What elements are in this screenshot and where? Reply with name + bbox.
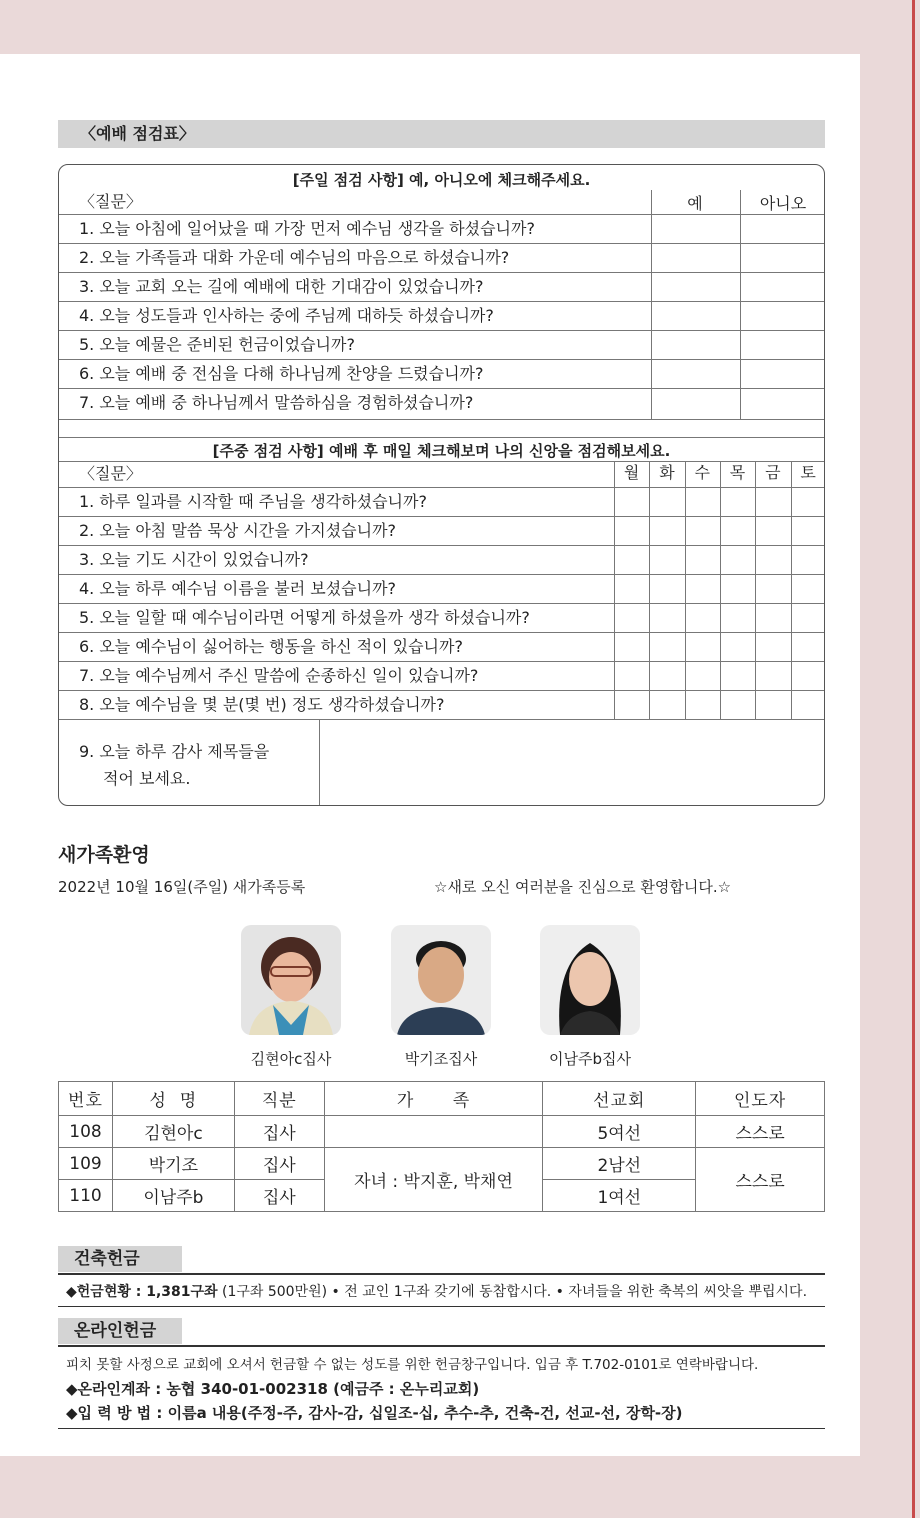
day-label: 수 bbox=[694, 463, 710, 482]
building-status bbox=[66, 1281, 807, 1301]
online-offering-tag: 온라인헌금 bbox=[58, 1318, 182, 1344]
building-offering-tag: 건축헌금 bbox=[58, 1246, 182, 1272]
table-row bbox=[59, 1148, 825, 1180]
sunday-question-row bbox=[59, 330, 824, 359]
member-photo-2 bbox=[391, 925, 491, 1035]
member-photo-1 bbox=[241, 925, 341, 1035]
question-text: 3. 오늘 기도 시간이 있었습니까? bbox=[79, 550, 309, 569]
question-text: 1. 하루 일과를 시작할 때 주님을 생각하셨습니까? bbox=[79, 492, 427, 511]
question-text: 5. 오늘 일할 때 예수님이라면 어떻게 하셨을까 생각 하셨습니까? bbox=[79, 608, 530, 627]
day-label: 월 bbox=[623, 463, 640, 482]
cell-title: 집사 bbox=[234, 1180, 324, 1212]
weekday-question-row bbox=[59, 690, 824, 719]
online-account: ◆온라인계좌 : 농협 340-01-002318 (예금주 : 온누리교회) bbox=[66, 1380, 480, 1398]
sunday-question-row bbox=[59, 359, 824, 388]
photo-name-2: 박기조집사 bbox=[404, 1050, 478, 1068]
yes-column-label: 예 bbox=[687, 194, 703, 213]
member-photo-3 bbox=[540, 925, 640, 1035]
table-row bbox=[59, 1116, 825, 1148]
cell-no: 110 bbox=[59, 1180, 113, 1212]
weekday-question-row bbox=[59, 603, 824, 632]
building-rule-top bbox=[58, 1273, 825, 1275]
question-text: 8. 오늘 예수님을 몇 분(몇 번) 정도 생각하셨습니까? bbox=[79, 695, 445, 714]
question-text: 6. 오늘 예수님이 싫어하는 행동을 하신 적이 있습니까? bbox=[79, 637, 463, 656]
question-text: 4. 오늘 하루 예수님 이름을 불러 보셨습니까? bbox=[79, 579, 397, 598]
building-status-text: (1구좌 500만원) • 전 교인 1구좌 갖기에 동참합시다. • 자녀들을 위한 축복의 씨앗을 뿌립시다. bbox=[217, 1284, 808, 1300]
right-edge-rule bbox=[912, 0, 915, 1518]
weekday-question-row bbox=[59, 632, 824, 661]
cell-title: 집사 bbox=[234, 1116, 324, 1148]
welcome-message: ☆새로 오신 여러분을 진심으로 환영합니다.☆ bbox=[434, 878, 732, 896]
col-header: 인도자 bbox=[696, 1082, 825, 1116]
cell-guide-merged: 스스로 bbox=[696, 1148, 825, 1212]
female-silhouette-icon bbox=[241, 925, 341, 1035]
day-label: 금 bbox=[765, 463, 781, 482]
male-silhouette-icon bbox=[391, 925, 491, 1035]
q9-divider bbox=[319, 719, 320, 806]
new-family-table bbox=[58, 1081, 825, 1212]
sunday-question-row bbox=[59, 388, 824, 417]
checklist-title-bar: 〈예배 점검표〉 bbox=[58, 120, 825, 148]
female-silhouette-icon bbox=[540, 925, 640, 1035]
day-col-divider bbox=[755, 461, 756, 719]
weekday-question-row bbox=[59, 661, 824, 690]
no-column-label: 아니오 bbox=[759, 194, 807, 213]
online-rule-bottom bbox=[58, 1428, 825, 1429]
building-rule-bottom bbox=[58, 1306, 825, 1307]
question-text: 3. 오늘 교회 오는 길에 예배에 대한 기대감이 있었습니까? bbox=[79, 277, 484, 296]
worship-checklist bbox=[58, 164, 825, 806]
cell-name: 이남주b bbox=[112, 1180, 234, 1212]
photo-name-3: 이남주b집사 bbox=[549, 1050, 631, 1068]
online-input-method: ◆입 력 방 법 : 이름a 내용(주정-주, 감사-감, 십일조-십, 추수-추, 건축-건, 선교-선, 장학-장) bbox=[66, 1404, 683, 1422]
day-label: 화 bbox=[659, 463, 675, 482]
col-header: 직분 bbox=[234, 1082, 324, 1116]
cell-no: 108 bbox=[59, 1116, 113, 1148]
cell-mission: 1여선 bbox=[543, 1180, 696, 1212]
cell-mission: 2남선 bbox=[543, 1148, 696, 1180]
q9-row bbox=[59, 719, 824, 806]
cell-mission: 5여선 bbox=[543, 1116, 696, 1148]
sunday-question-row bbox=[59, 301, 824, 330]
question-text: 1. 오늘 아침에 일어났을 때 가장 먼저 예수님 생각을 하셨습니까? bbox=[79, 219, 535, 238]
weekday-question-row bbox=[59, 574, 824, 603]
cell-no: 109 bbox=[59, 1148, 113, 1180]
col-header: 가 족 bbox=[324, 1082, 543, 1116]
col-header: 선교회 bbox=[543, 1082, 696, 1116]
question-text: 5. 오늘 예물은 준비된 헌금이었습니까? bbox=[79, 335, 355, 354]
question-text: 2. 오늘 가족들과 대화 가운데 예수님의 마음으로 하셨습니까? bbox=[79, 248, 510, 267]
day-label: 목 bbox=[729, 463, 746, 482]
no-col-divider bbox=[740, 190, 741, 419]
section-gap bbox=[59, 419, 824, 437]
registration-date: 2022년 10월 16일(주일) 새가족등록 bbox=[58, 878, 306, 896]
day-col-divider bbox=[649, 461, 650, 719]
day-label: 토 bbox=[800, 463, 816, 482]
day-col-divider bbox=[685, 461, 686, 719]
q9-line1: 9. 오늘 하루 감사 제목들을 bbox=[79, 742, 270, 761]
question-label: 〈질문〉 bbox=[79, 464, 142, 483]
weekday-question-row bbox=[59, 516, 824, 545]
new-family-heading: 새가족환영 bbox=[58, 844, 150, 866]
cell-family bbox=[324, 1116, 543, 1148]
cell-name: 김현아c bbox=[112, 1116, 234, 1148]
day-col-divider bbox=[614, 461, 615, 719]
table-header-row bbox=[59, 1082, 825, 1116]
cell-name: 박기조 bbox=[112, 1148, 234, 1180]
yes-col-divider bbox=[651, 190, 652, 419]
sunday-question-row bbox=[59, 214, 824, 243]
building-status-label: ◆헌금현황 : 1,381구좌 bbox=[66, 1284, 218, 1300]
online-rule-top bbox=[58, 1345, 825, 1347]
cell-title: 집사 bbox=[234, 1148, 324, 1180]
sunday-question-row bbox=[59, 243, 824, 272]
photo-name-1: 김현아c집사 bbox=[250, 1050, 332, 1068]
cell-family-merged: 자녀 : 박지훈, 박채연 bbox=[324, 1148, 543, 1212]
question-text: 2. 오늘 아침 말씀 묵상 시간을 가지셨습니까? bbox=[79, 521, 397, 540]
col-header: 성 명 bbox=[112, 1082, 234, 1116]
weekday-question-row bbox=[59, 487, 824, 516]
sunday-question-row bbox=[59, 272, 824, 301]
weekday-question-row bbox=[59, 545, 824, 574]
online-notice: 피치 못할 사정으로 교회에 오셔서 헌금할 수 없는 성도를 위한 헌금창구입니다. 입금 후 T.702-0101로 연락바랍니다. bbox=[66, 1357, 759, 1373]
q9-line2: 적어 보세요. bbox=[103, 769, 191, 788]
question-text: 7. 오늘 예배 중 하나님께서 말씀하심을 경험하셨습니까? bbox=[79, 393, 474, 412]
col-header: 번호 bbox=[59, 1082, 113, 1116]
question-label: 〈질문〉 bbox=[79, 192, 142, 211]
question-text: 7. 오늘 예수님께서 주신 말씀에 순종하신 일이 있습니까? bbox=[79, 666, 479, 685]
cell-guide: 스스로 bbox=[696, 1116, 825, 1148]
sunday-header: [주일 점검 사항] 예, 아니오에 체크해주세요. bbox=[292, 171, 591, 189]
question-text: 6. 오늘 예배 중 전심을 다해 하나님께 찬양을 드렸습니까? bbox=[79, 364, 484, 383]
day-col-divider bbox=[791, 461, 792, 719]
weekday-header: [주중 점검 사항] 예배 후 매일 체크해보며 나의 신앙을 점검해보세요. bbox=[212, 442, 671, 460]
question-text: 4. 오늘 성도들과 인사하는 중에 주님께 대하듯 하셨습니까? bbox=[79, 306, 494, 325]
day-col-divider bbox=[720, 461, 721, 719]
